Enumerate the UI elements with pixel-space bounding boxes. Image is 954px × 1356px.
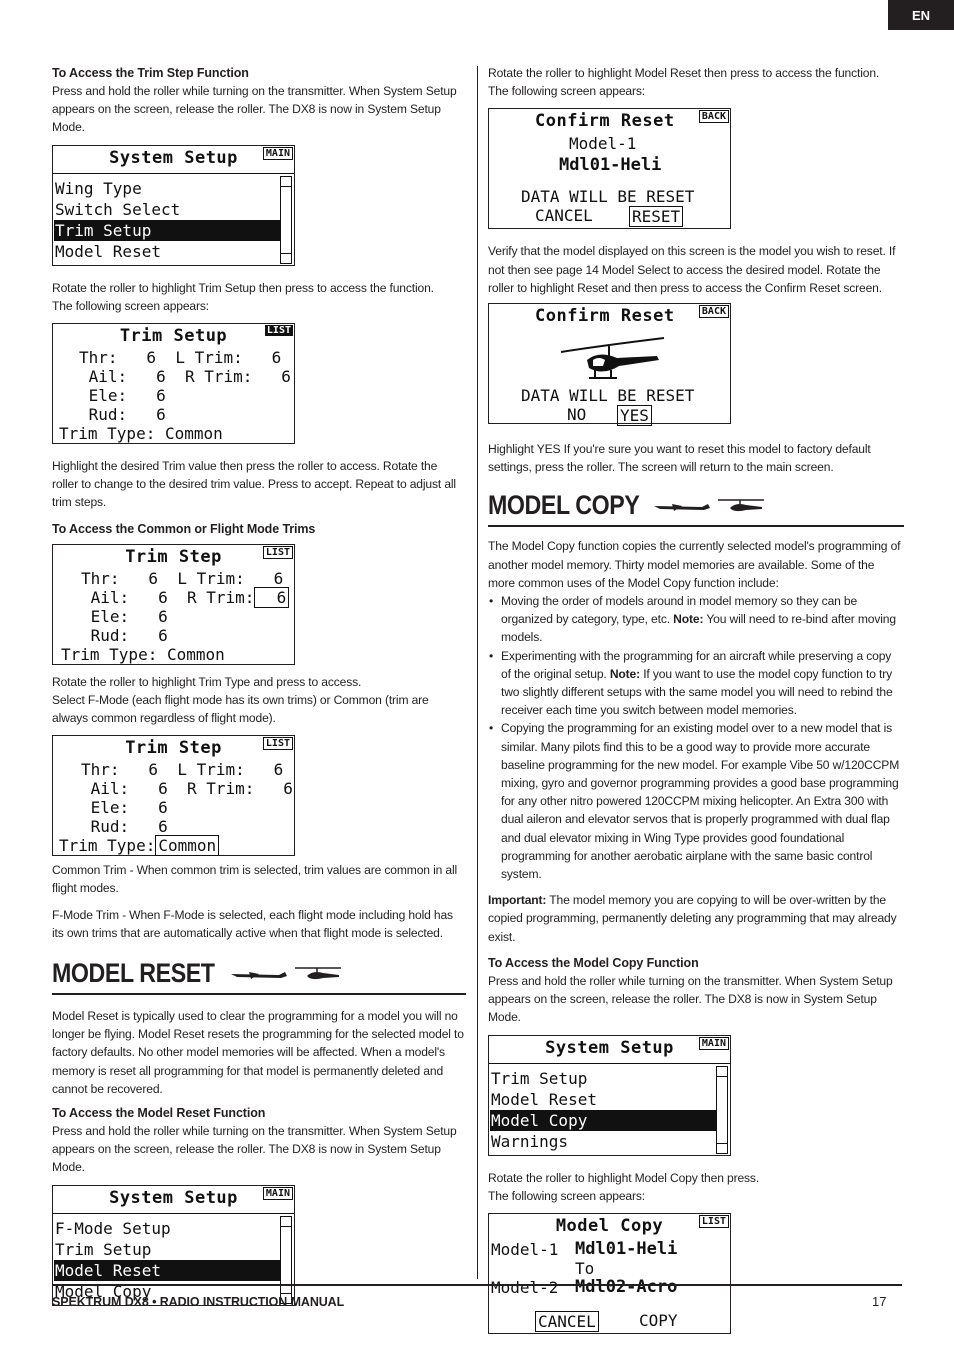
menu-item: Trim Setup	[55, 1239, 152, 1259]
rotate-copy-text: Rotate the roller to highlight Model Copy then press.	[488, 1170, 760, 1185]
cancel-option: CANCEL	[535, 1311, 599, 1332]
list-tag: LIST	[263, 546, 293, 559]
source-model-label: Model-1	[491, 1239, 559, 1259]
highlight-trim-text: Highlight the desired Trim value then press the roller to access. Rotate the roller to change to the desired trim value. Press to accept. Repeat to adjust all trim steps.	[52, 459, 456, 510]
trim-type-row: Trim Type: Common	[59, 424, 223, 444]
cancel-option: CANCEL	[535, 206, 593, 226]
trim-type-row: Trim Type: Common	[59, 836, 219, 855]
list-item: • Copying the programming for an existing model over to a new model that is similar. Many pilots find this to be a good way to provide more accurate baseline programming for the new model. For example Vibe 50 w/120CCPM mixing, gyro and governor programming provides a good base programming for any other nitro powered 120CCPM mixing helicopter. An Extra 300 with dual aileron and elevator servos that is properly programmed with dual flap and dual elevator mixing in Wing Type provides good foundational programming for another aerobatic airplane with the same basic control system.	[488, 719, 904, 883]
left-column	[52, 64, 466, 1306]
menu-list	[490, 1068, 716, 1152]
back-tag: BACK	[699, 110, 729, 123]
screen-title: Confirm Reset	[535, 306, 675, 327]
ail-row: Ail: 6 R Trim: 6	[79, 367, 291, 387]
rud-row: Rud: 6	[81, 625, 168, 645]
screen-title: System Setup	[109, 147, 238, 168]
rud-row: Rud: 6	[81, 817, 168, 837]
no-option: NO	[567, 405, 587, 425]
footer-rule	[52, 1284, 902, 1286]
model-copy-title: MODEL COPY	[488, 490, 904, 527]
model-copy-screen	[488, 1213, 731, 1334]
list-tag: LIST	[263, 737, 293, 750]
list-tag: LIST	[699, 1215, 729, 1228]
main-tag: MAIN	[263, 147, 293, 160]
trim-step-screen-2	[52, 735, 295, 856]
system-setup-screen-2	[52, 1185, 295, 1306]
copy-function-intro: Press and hold the roller while turning on the transmitter. When System Setup appears on the screen, release the roller. The DX8 is now in System Setup Mode.	[488, 973, 893, 1025]
trim-setup-screen	[52, 323, 295, 444]
uses-list	[488, 592, 904, 883]
common-option-box: Common	[155, 835, 219, 856]
rotate-trim-text: Rotate the roller to highlight Trim Setup then press to access the function.	[52, 280, 434, 295]
model-number: Model-1	[569, 134, 637, 154]
menu-item: Model Reset	[491, 1089, 597, 1109]
reset-function-heading: To Access the Model Reset Function	[52, 1106, 266, 1121]
ail-row: Ail: 6 R Trim: 6	[81, 588, 289, 607]
source-model-name: Mdl01-Heli	[575, 1238, 678, 1259]
thr-row: Thr: 6 L Trim: 6	[81, 568, 284, 588]
fmode-trim-text: F-Mode Trim - When F-Mode is selected, each flight mode including hold has its own trims that are automatically active when that flight mode is selected.	[52, 907, 453, 940]
main-tag: MAIN	[263, 1187, 293, 1200]
rud-row: Rud: 6	[79, 405, 166, 425]
airplane-heli-icon	[229, 963, 347, 985]
scrollbar	[280, 176, 292, 264]
back-tag: BACK	[699, 305, 729, 318]
screen-title: Confirm Reset	[535, 111, 675, 132]
page-number: 17	[872, 1294, 887, 1309]
menu-item: Wing Type	[55, 178, 142, 198]
menu-item: Model Copy	[55, 1281, 152, 1301]
model-reset-title: MODEL RESET	[52, 958, 466, 995]
model-name: Mdl01-Heli	[559, 155, 662, 176]
thr-row: Thr: 6 L Trim: 6	[81, 760, 284, 780]
common-trim-text: Common Trim - When common trim is selected, trim values are common in all flight modes.	[52, 863, 458, 896]
screen-title: System Setup	[545, 1037, 674, 1058]
following-text: The following screen appears:	[488, 1188, 645, 1203]
menu-item: Warnings	[491, 1131, 569, 1151]
ele-row: Ele: 6	[81, 798, 168, 818]
main-tag: MAIN	[699, 1037, 729, 1050]
system-setup-screen-3	[488, 1035, 731, 1156]
menu-item: Trim Setup	[491, 1068, 588, 1088]
screen-title: Trim Step	[125, 738, 222, 759]
trim-step-heading: To Access the Trim Step Function	[52, 66, 249, 80]
select-fmode-text: Select F-Mode (each flight mode has its own trims) or Common (trim are always common regardless of flight mode).	[52, 692, 429, 726]
column-divider	[477, 66, 478, 1279]
important-text: Important: The model memory you are copying to will be over-written by the copied programming, permanently deleting any programming that may already exist.	[488, 893, 897, 944]
scrollbar	[280, 1216, 292, 1304]
ele-row: Ele: 6	[81, 606, 168, 626]
helicopter-icon	[559, 336, 669, 384]
trim-step-screen-1	[52, 544, 295, 665]
ail-row: Ail: 6 R Trim: 6	[81, 779, 293, 799]
screen-title: Trim Setup	[119, 326, 228, 347]
menu-item: Switch Select	[55, 199, 181, 219]
airplane-heli-icon	[652, 495, 770, 517]
right-column	[488, 64, 904, 1334]
rotate-type-text: Rotate the roller to highlight Trim Type and press to access.	[52, 674, 362, 689]
screen-title: Model Copy	[555, 1215, 664, 1236]
menu-item: F-Mode Setup	[55, 1218, 171, 1238]
confirm-reset-screen-1	[488, 108, 731, 229]
scrollbar	[716, 1066, 728, 1154]
menu-item-selected: Model Reset	[54, 1260, 280, 1281]
common-trims-heading: To Access the Common or Flight Mode Trims	[52, 521, 316, 536]
to-label: To	[575, 1258, 595, 1278]
system-setup-screen-1	[52, 145, 295, 266]
footer-title: SPEKTRUM DX8 • RADIO INSTRUCTION MANUAL	[52, 1295, 345, 1309]
data-warning: DATA WILL BE RESET	[521, 187, 695, 207]
copy-option: COPY	[639, 1310, 678, 1330]
trim-step-intro: Press and hold the roller while turning on the transmitter. When System Setup appears on the screen, release the roller. The DX8 is now in System Setup Mode.	[52, 84, 457, 135]
ele-row: Ele: 6	[79, 386, 166, 406]
reset-function-intro: Press and hold the roller while turning on the transmitter. When System Setup appears on the screen, release the roller. The DX8 is now in System Setup Mode.	[52, 1124, 457, 1175]
screen-title: System Setup	[109, 1187, 238, 1208]
highlight-yes-text: Highlight YES If you're sure you want to reset this model to factory default settings, press the roller. The screen will return to the main screen.	[488, 442, 871, 475]
dest-model-label: Model-2	[491, 1277, 559, 1297]
dest-model-name: Mdl02-Acro	[575, 1276, 678, 1297]
trim-type-row: Trim Type: Common	[61, 644, 225, 664]
menu-item: Model Reset	[55, 241, 161, 261]
list-item: • Experimenting with the programming for an aircraft while preserving a copy of the original setup. Note: If you want to use the model copy function to try two slightly different setups with the same model you will need to rebind the receiver each time you switch between model memories.	[488, 647, 904, 720]
copy-function-heading: To Access the Model Copy Function	[488, 955, 699, 970]
model-copy-intro: The Model Copy function copies the currently selected model's programming of another model memory. Thirty model memories are available. Some of the more common uses of the Model Copy function include:	[488, 539, 901, 590]
rotate-reset-text: Rotate the roller to highlight Model Reset then press to access the function.	[488, 66, 880, 80]
reset-option: RESET	[629, 206, 683, 227]
r-trim-value-box: 6	[254, 587, 289, 608]
list-item: • Moving the order of models around in model memory so they can be organized by category, type, etc. Note: You will need to re-bind after moving models.	[488, 592, 904, 647]
language-tab: EN	[888, 0, 954, 30]
yes-option: YES	[617, 405, 652, 426]
following-text: The following screen appears:	[52, 298, 209, 313]
following-text: The following screen appears:	[488, 84, 645, 99]
menu-item-selected: Trim Setup	[54, 220, 280, 241]
menu-item-selected: Model Copy	[490, 1110, 716, 1131]
model-reset-text: Model Reset is typically used to clear the programming for a model you will no longer be flying. Model Reset resets the programming for the selected model to factory defaults. No other model memories will be affected. When a model's memory is reset all programming for that model is permanently deleted and cannot be recovered.	[52, 1009, 464, 1096]
confirm-reset-screen-2	[488, 303, 731, 424]
screen-title: Trim Step	[125, 546, 222, 567]
verify-text: Verify that the model displayed on this screen is the model you wish to reset. If not then see page 14 Model Select to access the desired model. Rotate the roller to highlight Reset and then press to access the Confirm Reset screen.	[488, 244, 896, 295]
data-warning: DATA WILL BE RESET	[521, 386, 695, 406]
thr-row: Thr: 6 L Trim: 6	[79, 348, 282, 368]
list-tag: LIST	[266, 325, 291, 337]
menu-list	[54, 178, 280, 262]
menu-list	[54, 1218, 280, 1302]
